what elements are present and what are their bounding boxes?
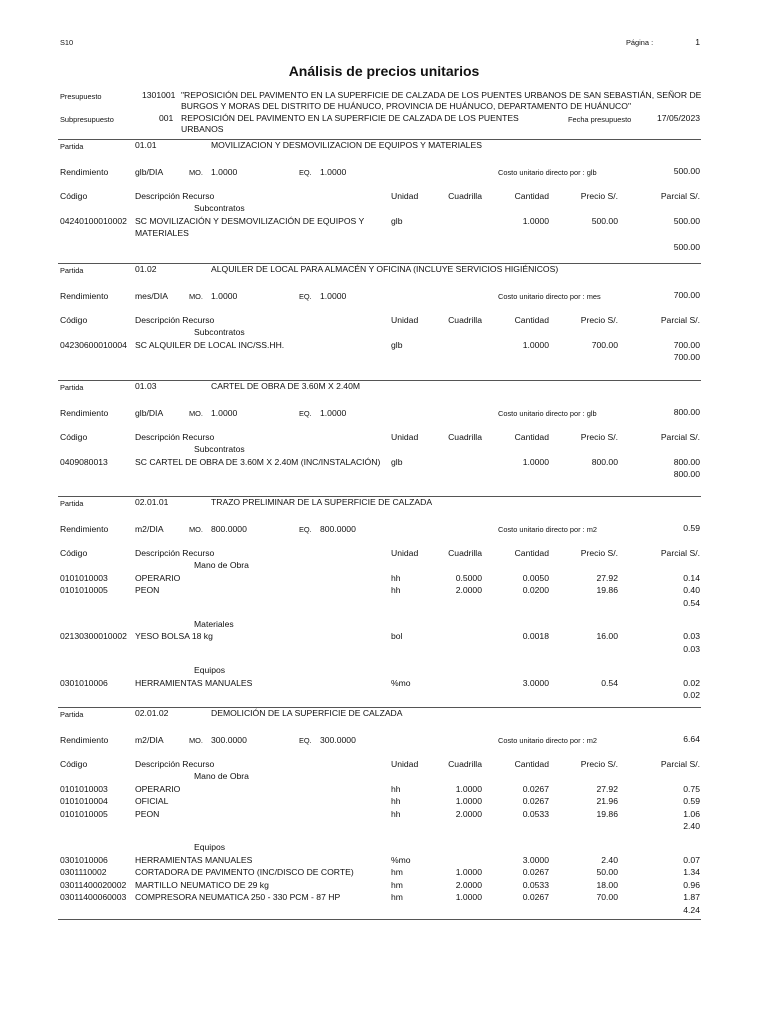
resource-parcial: 0.75 — [683, 783, 700, 794]
resource-code: 0101010003 — [60, 572, 108, 583]
resource-parcial: 1.06 — [683, 808, 700, 819]
mo-value: 300.0000 — [211, 735, 247, 745]
resource-description: OPERARIO — [135, 783, 181, 794]
group-name: Materiales — [194, 618, 234, 629]
resource-cantidad: 0.0267 — [522, 783, 549, 794]
col-codigo: Código — [60, 548, 88, 558]
costo-value: 0.59 — [683, 523, 700, 533]
fecha-label: Fecha presupuesto — [568, 115, 632, 124]
resource-parcial: 500.00 — [673, 215, 700, 226]
group-name: Equipos — [194, 842, 226, 853]
group-subtotal: 800.00 — [673, 469, 700, 479]
col-unidad: Unidad — [391, 548, 419, 558]
col-descripcion: Descripción Recurso — [135, 191, 215, 201]
col-cuadrilla: Cuadrilla — [448, 191, 482, 201]
col-cantidad: Cantidad — [514, 759, 549, 769]
col-cuadrilla: Cuadrilla — [448, 548, 482, 558]
col-codigo: Código — [60, 191, 88, 201]
group-name: Subcontratos — [194, 203, 245, 213]
resource-precio: 0.54 — [601, 677, 618, 688]
eq-label: EQ. — [299, 168, 312, 177]
resource-parcial: 0.07 — [683, 854, 700, 865]
resource-cuadrilla: 1.0000 — [455, 783, 482, 794]
rendimiento-label: Rendimiento — [60, 524, 109, 534]
resource-unit: glb — [391, 339, 403, 350]
resource-unit: hm — [391, 879, 403, 890]
mo-label: MO. — [189, 409, 203, 418]
rendimiento-unit: m2/DIA — [135, 524, 164, 534]
resource-unit: %mo — [391, 854, 411, 865]
resource-code: 0409080013 — [60, 456, 108, 467]
resource-parcial: 700.00 — [673, 339, 700, 350]
partida-label: Partida — [60, 142, 84, 151]
costo-value: 800.00 — [673, 407, 700, 417]
resource-precio: 700.00 — [591, 339, 618, 350]
costo-label: Costo unitario directo por : glb — [498, 168, 597, 177]
resource-unit: hm — [391, 867, 403, 878]
resource-parcial: 0.96 — [683, 879, 700, 890]
resource-precio: 18.00 — [596, 879, 618, 890]
resource-code: 0101010005 — [60, 808, 108, 819]
col-parcial: Parcial S/. — [660, 432, 700, 442]
resource-code: 0301110002 — [60, 867, 107, 878]
page-label: Página : — [626, 38, 654, 47]
partida-code: 01.02 — [135, 264, 157, 274]
costo-value: 500.00 — [673, 166, 700, 176]
resource-description: OFICIAL — [135, 796, 169, 806]
col-unidad: Unidad — [391, 759, 419, 769]
mo-label: MO. — [189, 292, 203, 301]
group-subtotal: 0.03 — [683, 643, 700, 654]
resource-code: 04230600010004 — [60, 339, 127, 350]
group-subtotal: 0.02 — [683, 690, 700, 700]
resource-description: PEON — [135, 808, 160, 819]
resource-cuadrilla: 2.0000 — [455, 879, 482, 890]
subpresupuesto-text: REPOSICIÓN DEL PAVIMENTO EN LA SUPERFICIE DE CALZADA DE LOS PUENTES URBANOS — [181, 113, 519, 134]
col-precio: Precio S/. — [580, 191, 618, 201]
presupuesto-text: "REPOSICIÓN DEL PAVIMENTO EN LA SUPERFICIE DE CALZADA DE LOS PUENTES URBANOS DE SAN SEBASTIÁN, SEÑOR DE BURGOS Y MORAS DEL DISTRITO DE HUÁNUCO, PROVINCIA DE HUÁNUCO, DEPARTAMENTO DE HUÁNUCO" — [181, 90, 702, 111]
report-code: S10 — [60, 38, 74, 47]
eq-label: EQ. — [299, 525, 312, 534]
resource-cuadrilla: 1.0000 — [455, 796, 482, 806]
eq-value: 300.0000 — [320, 735, 356, 745]
eq-value: 1.0000 — [320, 291, 347, 301]
resource-cuadrilla: 2.0000 — [455, 585, 482, 595]
resource-description: COMPRESORA NEUMATICA 250 - 330 PCM - 87 HP — [135, 892, 341, 903]
col-unidad: Unidad — [391, 191, 419, 201]
resource-precio: 800.00 — [591, 456, 618, 467]
group-name: Mano de Obra — [194, 560, 249, 570]
resource-precio: 27.92 — [596, 572, 618, 583]
resource-parcial: 800.00 — [673, 456, 700, 467]
costo-value: 6.64 — [683, 734, 700, 744]
col-cantidad: Cantidad — [514, 432, 549, 442]
partida-code: 02.01.02 — [135, 708, 169, 718]
col-codigo: Código — [60, 432, 88, 442]
partida-name: CARTEL DE OBRA DE 3.60M X 2.40M — [211, 381, 361, 391]
resource-precio: 2.40 — [601, 854, 618, 865]
mo-label: MO. — [189, 168, 203, 177]
partida-label: Partida — [60, 499, 84, 508]
resource-precio: 19.86 — [596, 808, 618, 819]
subpresupuesto-code: 001 — [159, 113, 174, 123]
mo-value: 1.0000 — [211, 167, 238, 177]
resource-description: HERRAMIENTAS MANUALES — [135, 854, 253, 865]
resource-precio: 70.00 — [596, 892, 618, 903]
resource-cantidad: 1.0000 — [522, 215, 549, 226]
col-cuadrilla: Cuadrilla — [448, 315, 482, 325]
resource-code: 0101010005 — [60, 585, 108, 595]
presupuesto-code: 1301001 — [142, 90, 176, 100]
costo-label: Costo unitario directo por : m2 — [498, 525, 597, 534]
resource-description: HERRAMIENTAS MANUALES — [135, 677, 253, 688]
resource-precio: 27.92 — [596, 783, 618, 794]
resource-unit: hh — [391, 783, 401, 794]
partida-name: TRAZO PRELIMINAR DE LA SUPERFICIE DE CALZADA — [211, 497, 433, 507]
partida-code: 02.01.01 — [135, 497, 169, 507]
divider — [58, 919, 701, 920]
resource-cantidad: 0.0267 — [522, 892, 549, 903]
group-name: Subcontratos — [194, 444, 245, 454]
mo-value: 1.0000 — [211, 408, 238, 418]
col-unidad: Unidad — [391, 432, 419, 442]
resource-parcial: 0.02 — [683, 677, 700, 688]
col-descripcion: Descripción Recurso — [135, 315, 215, 325]
col-parcial: Parcial S/. — [660, 548, 700, 558]
group-name: Equipos — [194, 665, 226, 675]
resource-cuadrilla: 1.0000 — [455, 867, 482, 878]
resource-code: 0301010006 — [60, 854, 108, 865]
resource-description: SC ALQUILER DE LOCAL INC/SS.HH. — [135, 339, 285, 350]
resource-cantidad: 0.0533 — [522, 808, 549, 819]
col-parcial: Parcial S/. — [660, 191, 700, 201]
col-descripcion: Descripción Recurso — [135, 759, 215, 769]
col-cantidad: Cantidad — [514, 315, 549, 325]
partida-label: Partida — [60, 383, 84, 392]
resource-description: PEON — [135, 585, 160, 595]
mo-label: MO. — [189, 736, 203, 745]
page-number: 1 — [695, 37, 700, 47]
rendimiento-label: Rendimiento — [60, 167, 109, 177]
col-precio: Precio S/. — [580, 759, 618, 769]
resource-cantidad: 0.0533 — [522, 879, 549, 890]
resource-unit: %mo — [391, 677, 411, 688]
group-subtotal: 2.40 — [683, 821, 700, 831]
resource-cantidad: 0.0018 — [522, 631, 549, 642]
eq-label: EQ. — [299, 736, 312, 745]
col-precio: Precio S/. — [580, 432, 618, 442]
group-name: Mano de Obra — [194, 771, 249, 781]
resource-code: 0301010006 — [60, 677, 108, 688]
partida-label: Partida — [60, 710, 84, 719]
col-cantidad: Cantidad — [514, 548, 549, 558]
resource-precio: 500.00 — [591, 215, 618, 226]
col-precio: Precio S/. — [580, 548, 618, 558]
resource-cuadrilla: 2.0000 — [455, 808, 482, 819]
resource-cantidad: 1.0000 — [522, 339, 549, 350]
resource-unit: hh — [391, 796, 401, 806]
resource-cantidad: 0.0050 — [522, 572, 549, 583]
resource-code: 03011400020002 — [60, 879, 127, 890]
col-parcial: Parcial S/. — [660, 759, 700, 769]
resource-cuadrilla: 0.5000 — [455, 572, 482, 583]
col-precio: Precio S/. — [580, 315, 618, 325]
col-cuadrilla: Cuadrilla — [448, 759, 482, 769]
resource-description-cont: MATERIALES — [135, 228, 189, 238]
resource-code: 04240100010002 — [60, 215, 127, 226]
col-unidad: Unidad — [391, 315, 419, 325]
fecha-value: 17/05/2023 — [657, 113, 701, 123]
costo-label: Costo unitario directo por : mes — [498, 292, 601, 301]
resource-cantidad: 0.0267 — [522, 867, 549, 878]
presupuesto-label: Presupuesto — [60, 92, 102, 101]
resource-unit: glb — [391, 215, 403, 226]
resource-precio: 50.00 — [596, 867, 618, 878]
rendimiento-unit: m2/DIA — [135, 735, 164, 745]
col-cuadrilla: Cuadrilla — [448, 432, 482, 442]
eq-value: 800.0000 — [320, 524, 356, 534]
partida-name: DEMOLICIÓN DE LA SUPERFICIE DE CALZADA — [211, 708, 403, 718]
partida-label: Partida — [60, 266, 84, 275]
resource-code: 0101010003 — [60, 783, 108, 794]
resource-cuadrilla: 1.0000 — [455, 892, 482, 903]
resource-cantidad: 0.0200 — [522, 585, 549, 595]
mo-value: 800.0000 — [211, 524, 247, 534]
rendimiento-unit: mes/DIA — [135, 291, 168, 301]
resource-parcial: 0.14 — [683, 572, 700, 583]
subpresupuesto-label: Subpresupuesto — [60, 115, 114, 124]
col-codigo: Código — [60, 759, 88, 769]
resource-unit: hh — [391, 808, 401, 819]
resource-description: MARTILLO NEUMATICO DE 29 kg — [135, 879, 269, 890]
resource-description: SC CARTEL DE OBRA DE 3.60M X 2.40M (INC/INSTALACIÓN) — [135, 456, 381, 467]
partida-code: 01.01 — [135, 140, 157, 150]
resource-parcial: 1.34 — [683, 867, 700, 878]
resource-precio: 21.96 — [596, 796, 618, 806]
eq-label: EQ. — [299, 409, 312, 418]
group-subtotal: 500.00 — [673, 241, 700, 252]
col-descripcion: Descripción Recurso — [135, 432, 215, 442]
mo-label: MO. — [189, 525, 203, 534]
rendimiento-label: Rendimiento — [60, 408, 109, 418]
costo-label: Costo unitario directo por : m2 — [498, 736, 597, 745]
partida-name: MOVILIZACION Y DESMOVILIZACION DE EQUIPOS Y MATERIALES — [211, 140, 482, 150]
resource-cantidad: 1.0000 — [522, 456, 549, 467]
col-parcial: Parcial S/. — [660, 315, 700, 325]
resource-code: 02130300010002 — [60, 631, 127, 642]
eq-value: 1.0000 — [320, 408, 347, 418]
rendimiento-unit: glb/DIA — [135, 167, 164, 177]
resource-parcial: 1.87 — [683, 892, 700, 903]
mo-value: 1.0000 — [211, 291, 238, 301]
eq-value: 1.0000 — [320, 167, 347, 177]
group-subtotal: 700.00 — [673, 352, 700, 362]
resource-unit: bol — [391, 631, 403, 642]
resource-description: SC MOVILIZACIÓN Y DESMOVILIZACIÓN DE EQUIPOS Y — [135, 215, 365, 226]
partida-name: ALQUILER DE LOCAL PARA ALMACÉN Y OFICINA (INCLUYE SERVICIOS HIGIÉNICOS) — [211, 264, 559, 274]
resource-cantidad: 3.0000 — [522, 854, 549, 865]
col-codigo: Código — [60, 315, 88, 325]
resource-precio: 19.86 — [596, 585, 618, 595]
rendimiento-label: Rendimiento — [60, 735, 109, 745]
costo-label: Costo unitario directo por : glb — [498, 409, 597, 418]
eq-label: EQ. — [299, 292, 312, 301]
page-title: Análisis de precios unitarios — [288, 63, 480, 79]
resource-code: 03011400060003 — [60, 892, 127, 903]
group-name: Subcontratos — [194, 327, 245, 337]
group-subtotal: 4.24 — [683, 904, 700, 915]
resource-parcial: 0.40 — [683, 585, 700, 595]
resource-parcial: 0.03 — [683, 631, 700, 642]
resource-description: OPERARIO — [135, 572, 181, 583]
resource-code: 0101010004 — [60, 796, 108, 806]
group-subtotal: 0.54 — [683, 597, 700, 608]
rendimiento-unit: glb/DIA — [135, 408, 164, 418]
partida-code: 01.03 — [135, 381, 157, 391]
resource-unit: hh — [391, 572, 401, 583]
resource-cantidad: 0.0267 — [522, 796, 549, 806]
costo-value: 700.00 — [673, 290, 700, 300]
resource-unit: glb — [391, 456, 403, 467]
resource-unit: hm — [391, 892, 403, 903]
resource-parcial: 0.59 — [683, 796, 700, 806]
resource-description: YESO BOLSA 18 kg — [135, 631, 213, 642]
col-cantidad: Cantidad — [514, 191, 549, 201]
resource-cantidad: 3.0000 — [522, 677, 549, 688]
resource-description: CORTADORA DE PAVIMENTO (INC/DISCO DE CORTE) — [135, 867, 354, 878]
col-descripcion: Descripción Recurso — [135, 548, 215, 558]
resource-unit: hh — [391, 585, 401, 595]
rendimiento-label: Rendimiento — [60, 291, 109, 301]
resource-precio: 16.00 — [596, 631, 618, 642]
